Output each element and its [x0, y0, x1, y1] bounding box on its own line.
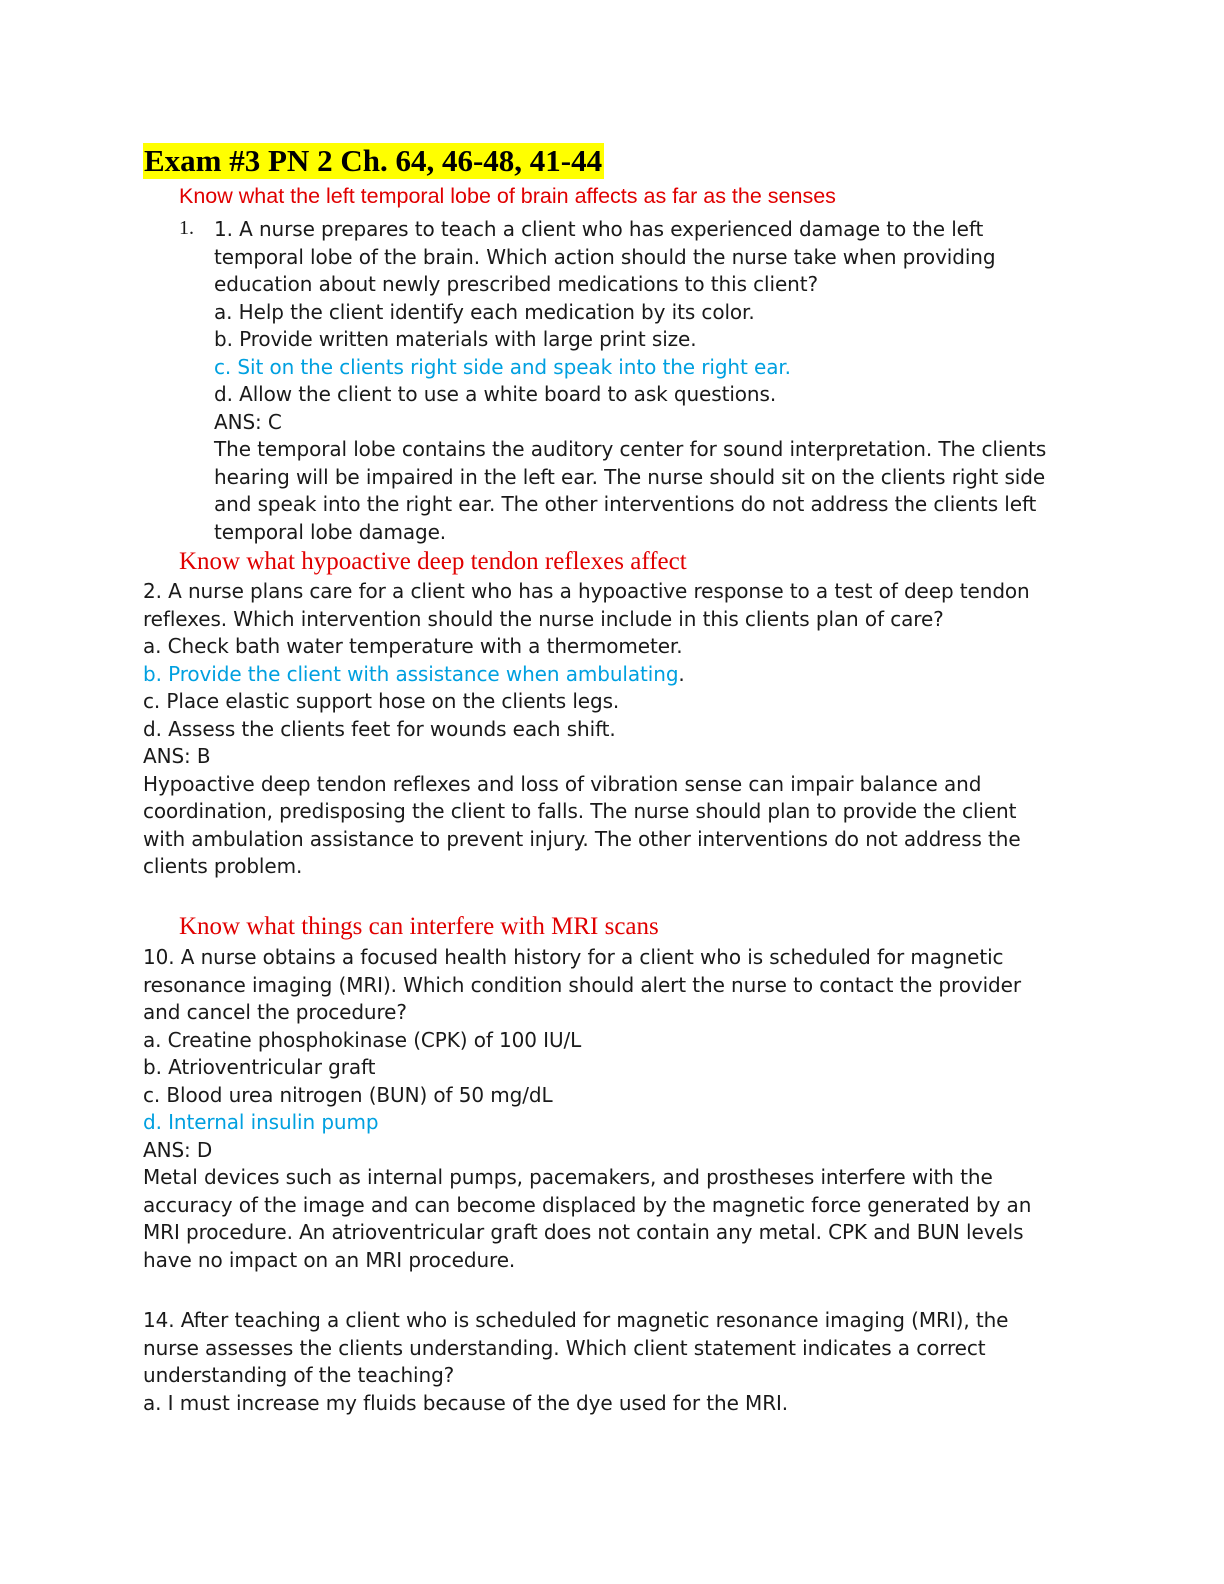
section1-heading: Know what the left temporal lobe of brain affects as far as the senses	[179, 184, 836, 208]
q10-option-a: a. Creatine phosphokinase (CPK) of 100 IU/L	[143, 1027, 582, 1052]
q2-correct-answer-line	[143, 661, 1103, 689]
q2-line: 2. A nurse plans care for a client who has a hypoactive response to a test of deep tendon	[143, 579, 1030, 603]
list-number: 1.	[179, 217, 194, 239]
q1-option-d: d. Allow the client to use a white board to ask questions.	[214, 382, 777, 406]
q14-line: nurse assesses the clients understanding. Which client statement indicates a correct	[143, 1335, 986, 1360]
q1-rationale: The temporal lobe contains the auditory center for sound interpretation. The clients	[214, 437, 1047, 461]
q1-line: education about newly prescribed medications to this client?	[214, 272, 818, 296]
q10-option-c: c. Blood urea nitrogen (BUN) of 50 mg/dL	[143, 1082, 553, 1107]
title-block	[143, 143, 604, 179]
question-10	[143, 944, 1103, 1274]
q1-option-b: b. Provide written materials with large print size.	[214, 327, 697, 351]
q10-answer-key: ANS: D	[143, 1137, 213, 1162]
q1-correct-answer: c. Sit on the clients right side and speak into the right ear.	[214, 354, 791, 379]
q2-correct-answer: b. Provide the client with assistance when ambulating	[143, 661, 679, 686]
q1-option-a: a. Help the client identify each medication by its color.	[214, 299, 755, 324]
q2-option-a: a. Check bath water temperature with a thermometer.	[143, 634, 683, 658]
q2-rationale: Hypoactive deep tendon reflexes and loss of vibration sense can impair balance and	[143, 771, 982, 796]
section2-heading: Know what hypoactive deep tendon reflexes affect	[179, 548, 687, 575]
q14-line: understanding of the teaching?	[143, 1363, 455, 1387]
section3-heading: Know what things can interfere with MRI scans	[179, 913, 659, 940]
q2-rationale: coordination, predisposing the client to falls. The nurse should plan to provide the client	[143, 799, 1017, 823]
q1-rationale: and speak into the right ear. The other interventions do not address the clients left	[214, 492, 1037, 516]
q2-answer-key: ANS: B	[143, 744, 211, 768]
q10-rationale: accuracy of the image and can become displaced by the magnetic force generated by an	[143, 1192, 1032, 1217]
q10-rationale: Metal devices such as internal pumps, pacemakers, and prostheses interfere with the	[143, 1165, 993, 1189]
question-2	[143, 578, 1103, 881]
q1-rationale: temporal lobe damage.	[214, 519, 447, 544]
q1-rationale: hearing will be impaired in the left ear. The nurse should sit on the clients right side	[214, 464, 1046, 489]
q1-answer-key: ANS: C	[214, 409, 282, 434]
q10-line: and cancel the procedure?	[143, 1000, 407, 1024]
q1-line: 1. A nurse prepares to teach a client who has experienced damage to the left	[214, 217, 984, 241]
q10-correct-answer: d. Internal insulin pump	[143, 1110, 379, 1134]
q14-line: 14. After teaching a client who is scheduled for magnetic resonance imaging (MRI), the	[143, 1308, 1009, 1332]
question-1	[179, 216, 1079, 546]
q2-rationale: with ambulation assistance to prevent injury. The other interventions do not address the	[143, 826, 1021, 851]
q2-answer-period: .	[678, 661, 685, 686]
q2-option-c: c. Place elastic support hose on the clients legs.	[143, 689, 620, 713]
q2-rationale: clients problem.	[143, 854, 303, 878]
q14-option-a: a. I must increase my fluids because of the dye used for the MRI.	[143, 1390, 789, 1415]
q1-line: temporal lobe of the brain. Which action should the nurse take when providing	[214, 244, 996, 269]
question-14	[143, 1307, 1103, 1417]
q10-rationale: have no impact on an MRI procedure.	[143, 1247, 516, 1272]
q10-line: resonance imaging (MRI). Which condition should alert the nurse to contact the provider	[143, 972, 1021, 997]
q10-option-b: b. Atrioventricular graft	[143, 1055, 376, 1079]
q2-option-d: d. Assess the clients feet for wounds each shift.	[143, 716, 616, 741]
q10-rationale: MRI procedure. An atrioventricular graft does not contain any metal. CPK and BUN levels	[143, 1220, 1024, 1244]
q2-line: reflexes. Which intervention should the nurse include in this clients plan of care?	[143, 606, 944, 631]
q10-line: 10. A nurse obtains a focused health history for a client who is scheduled for magnetic	[143, 945, 1004, 969]
page-title: Exam #3 PN 2 Ch. 64, 46-48, 41-44	[144, 143, 603, 178]
